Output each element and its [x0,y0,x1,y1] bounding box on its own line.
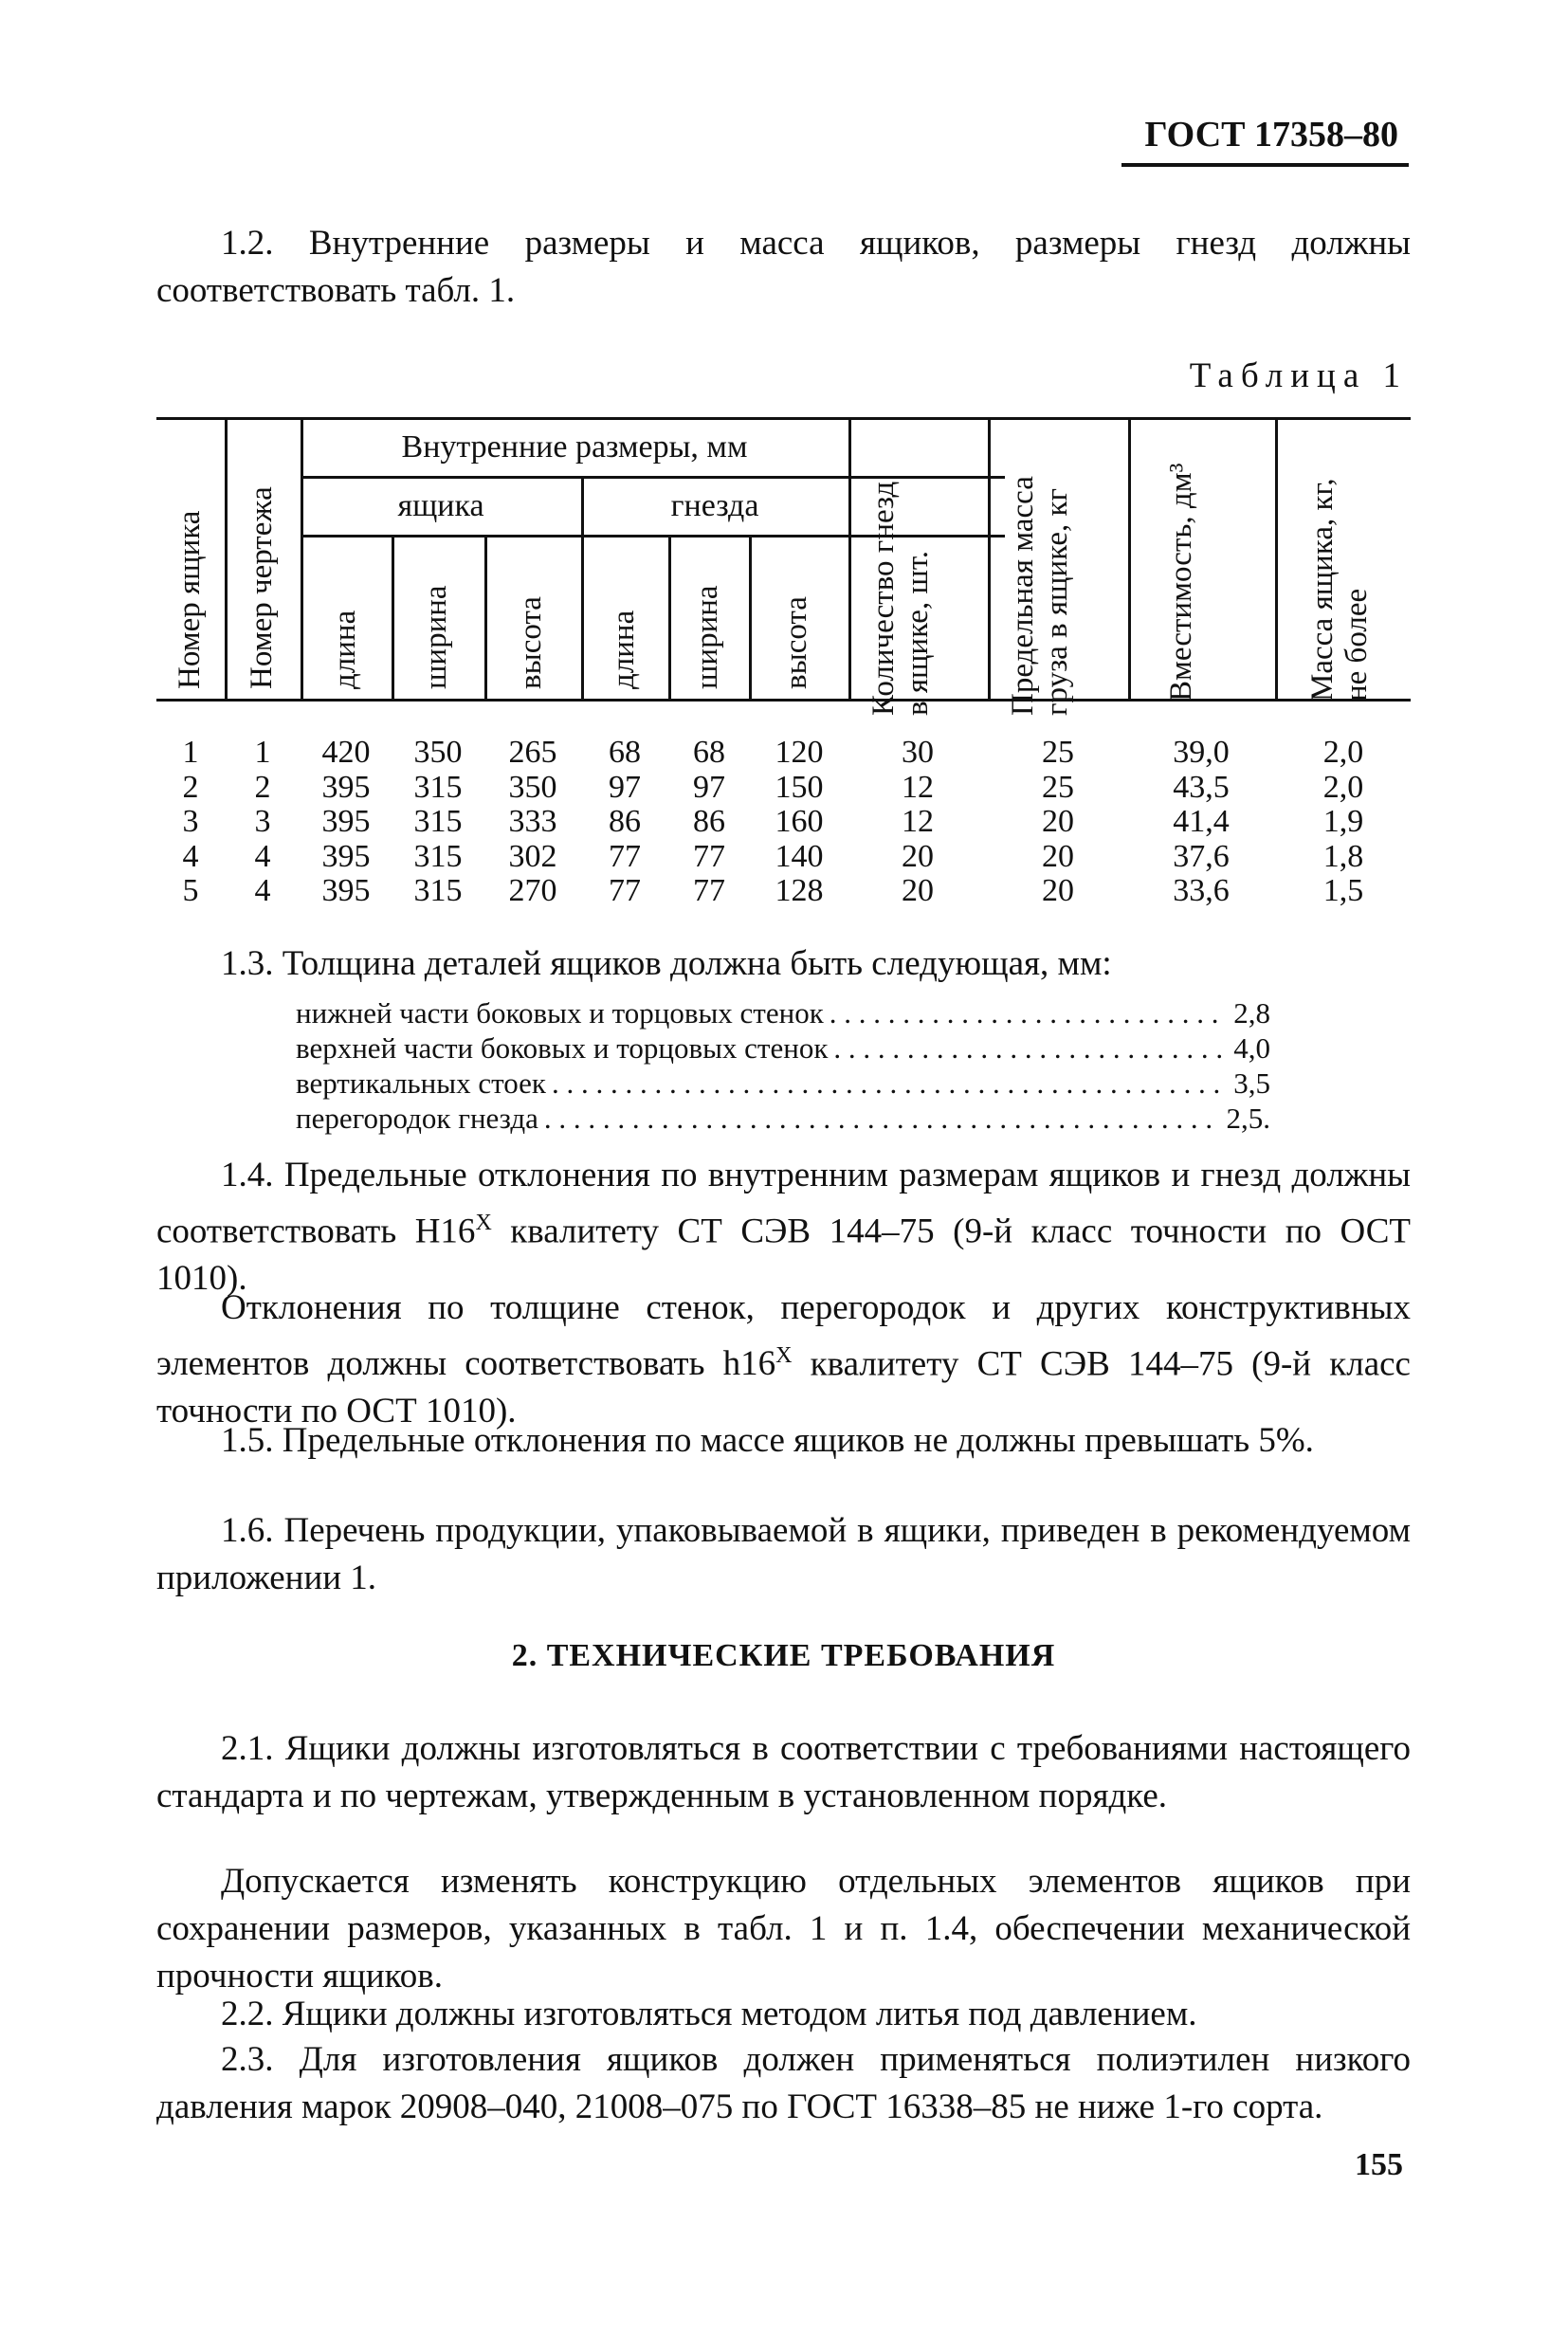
table-cell: 265 [508,735,557,770]
table-cell: 20 [1042,873,1074,908]
table-cell: 77 [693,873,725,908]
list-item-value: 2,8 [1233,996,1270,1030]
table-top-rule [156,417,1411,420]
thickness-list [296,995,1270,1136]
para-text: Толщина деталей ящиков должна быть следующая, мм: [282,944,1112,983]
superscript: X [775,1343,793,1368]
header-nest: гнезда [670,488,759,523]
table-cell: 1,9 [1322,804,1364,839]
table-cell: 3 [182,804,199,839]
table-cell: 270 [508,873,557,908]
table-cell: 37,6 [1173,838,1230,874]
table-cell: 315 [413,769,463,805]
table-cell: 2,0 [1322,769,1364,805]
col-sep [484,535,487,702]
list-item-label: перегородок гнезда [296,1102,538,1135]
table-cell: 2 [254,769,271,805]
header-nest-count: Количество гнезд в ящике, шт. [866,481,935,716]
table-cell: 30 [902,735,934,770]
page-number: 155 [1355,2147,1403,2182]
table-cell: 395 [321,769,371,805]
table-row [156,735,1411,769]
leader-dots [552,1066,1228,1101]
list-item [296,1101,1270,1136]
table-cell: 97 [693,769,725,805]
list-item-value: 2,5. [1226,1102,1270,1135]
list-item-label: верхней части боковых и торцовых стенок [296,1031,829,1065]
para-number: 1.3. [221,944,274,983]
table-cell: 68 [609,735,641,770]
table-cell: 25 [1042,735,1074,770]
table-row [156,804,1411,838]
table-cell: 350 [508,769,557,805]
table-cell: 2,0 [1322,735,1364,770]
paragraph-1-2 [156,220,1411,315]
table-cell: 20 [1042,838,1074,874]
paragraph-1-4 [156,1152,1411,1303]
table-cell: 20 [902,838,934,874]
table-cell: 86 [693,804,725,839]
header-rule [1121,163,1409,167]
table-caption: Таблица 1 [1189,356,1408,395]
col-sep [848,417,851,702]
table-cell: 12 [902,804,934,839]
header-capacity: Вместимость, дм³ [1164,463,1198,702]
para-number: 2.3. [221,2040,274,2079]
col-sep [1275,417,1278,702]
table-cell: 4 [182,838,199,874]
table-cell: 12 [902,769,934,805]
para-number: 1.4. [221,1156,274,1194]
leader-dots [544,1101,1221,1136]
para-text: квалитету СТ СЭВ 144–75 (9-й класс точности по ОСТ 1010). [156,1212,1411,1299]
table-header [156,417,1411,716]
table-cell: 1,8 [1322,838,1364,874]
para-text: Для изготовления ящиков должен применяться полиэтилен низкого давления марок 20908–040, 21008–075 по ГОСТ 16338–85 не ниже 1-го сорта. [156,2040,1412,2126]
header-nest-width: ширина [690,585,724,689]
col-sep [749,535,752,702]
table-cell: 39,0 [1173,735,1230,770]
table-cell: 128 [775,873,824,908]
table-cell: 25 [1042,769,1074,805]
header-nest-height: высота [779,596,813,689]
table-cell: 86 [609,804,641,839]
header-box-width: ширина [419,585,453,689]
table-cell: 140 [775,838,824,874]
header-box: ящика [397,488,484,523]
table-cell: 41,4 [1173,804,1230,839]
header-inner-sizes: Внутренние размеры, мм [401,429,748,465]
table-row [156,770,1411,804]
para-text: Ящики должны изготовляться в соответствии с требованиями настоящего стандарта и по чертежам, утвержденным в установленном порядке. [156,1729,1412,1815]
list-item-value: 3,5 [1233,1066,1270,1100]
para-text: Ящики должны изготовляться методом литья под давлением. [282,1995,1197,2033]
table-cell: 1,5 [1322,873,1364,908]
header-box-length: длина [328,610,362,689]
table-cell: 395 [321,838,371,874]
list-item-label: нижней части боковых и торцовых стенок [296,996,824,1030]
para-text: квалитету СТ СЭВ 144–75 (9-й класс точности по ОСТ 1010). [156,1344,1411,1431]
table-cell: 77 [693,838,725,874]
table-cell: 160 [775,804,824,839]
table-cell: 350 [413,735,463,770]
table-cell: 1 [254,735,271,770]
table-cell: 302 [508,838,557,874]
leader-dots [833,1030,1228,1066]
table-cell: 43,5 [1173,769,1230,805]
para-text: Внутренние размеры и масса ящиков, размеры гнезд должны соответствовать табл. 1. [156,224,1411,310]
col-sep [225,417,228,702]
table-cell: 33,6 [1173,873,1230,908]
table-cell: 4 [254,838,271,874]
document-header: ГОСТ 17358–80 [1144,115,1398,155]
col-sep [1128,417,1131,702]
paragraph-2-1 [156,1725,1411,1820]
table-cell: 120 [775,735,824,770]
header-box-number: Номер ящика [173,510,207,689]
leader-dots [830,995,1228,1030]
table-cell: 20 [902,873,934,908]
header-box-mass: Масса ящика, кг, не более [1305,478,1374,702]
table-row [156,839,1411,873]
paragraph-2-1-b [156,1858,1411,2000]
table-cell: 97 [609,769,641,805]
table-cell: 4 [254,873,271,908]
table-cell: 3 [254,804,271,839]
table-cell: 333 [508,804,557,839]
col-sep [392,535,394,702]
paragraph-1-6 [156,1507,1411,1602]
col-sep [988,417,991,702]
header-drawing-number: Номер чертежа [245,486,279,689]
table-cell: 150 [775,769,824,805]
para-text: Отклонения по толщине стенок, перегородок и других конструктивных элементов должны соответствовать h16 [156,1288,1411,1384]
para-number: 1.5. [221,1421,274,1460]
para-number: 2.2. [221,1995,274,2033]
table-cell: 315 [413,838,463,874]
list-item [296,1030,1270,1066]
header-box-height: высота [514,596,548,689]
para-number: 1.2. [221,224,274,263]
para-text: Перечень продукции, упаковываемой в ящики, приведен в рекомендуемом приложении 1. [156,1511,1412,1597]
list-item [296,1066,1270,1101]
paragraph-2-2 [156,1991,1411,2038]
para-number: 1.6. [221,1511,274,1550]
table-cell: 315 [413,804,463,839]
list-item [296,995,1270,1030]
table-row [156,873,1411,907]
para-number: 2.1. [221,1729,274,1768]
para-text: Предельные отклонения по массе ящиков не должны превышать 5%. [282,1421,1314,1460]
header-nest-length: длина [607,610,641,689]
list-item-label: вертикальных стоек [296,1066,546,1100]
para-text: Допускается изменять конструкцию отдельных элементов ящиков при сохранении размеров, указанных в табл. 1 и п. 1.4, обеспечении механической прочности ящиков. [156,1862,1411,1996]
table-cell: 77 [609,838,641,874]
paragraph-1-3 [156,940,1411,988]
section-title: 2. ТЕХНИЧЕСКИЕ ТРЕБОВАНИЯ [511,1638,1056,1673]
list-item-value: 4,0 [1233,1031,1270,1065]
paragraph-1-4-b [156,1285,1411,1435]
table-cell: 395 [321,804,371,839]
paragraph-1-5 [156,1417,1411,1465]
table-cell: 395 [321,873,371,908]
table-cell: 5 [182,873,199,908]
table-cell: 420 [321,735,371,770]
table-cell: 20 [1042,804,1074,839]
table-cell: 1 [182,735,199,770]
header-max-load: Предельная масса груза в ящике, кг [1006,476,1074,716]
col-sep [668,535,671,702]
table-cell: 77 [609,873,641,908]
para-text: Предельные отклонения по внутренним размерам ящиков и гнезд должны соответствовать H16 [156,1156,1412,1251]
superscript: X [475,1211,492,1235]
paragraph-2-3 [156,2036,1411,2131]
table-cell: 315 [413,873,463,908]
table-cell: 68 [693,735,725,770]
table-cell: 2 [182,769,199,805]
